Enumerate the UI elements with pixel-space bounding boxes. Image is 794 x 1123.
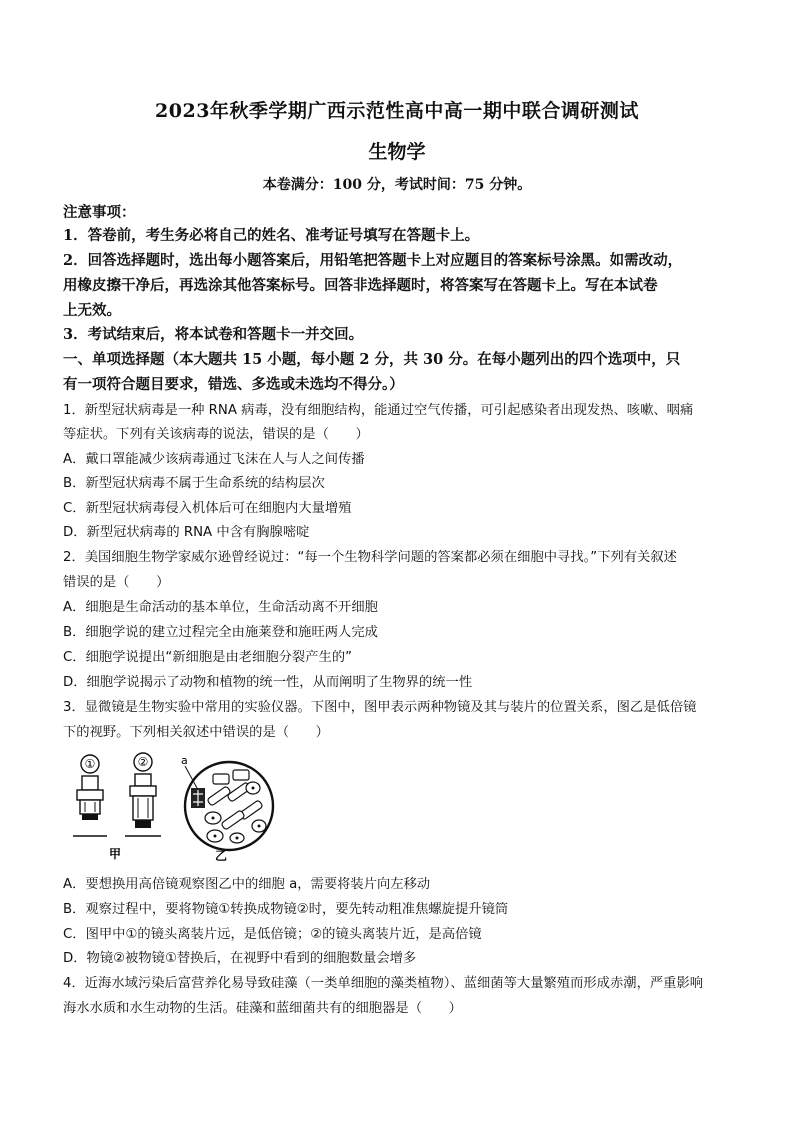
objective-lens-2 (125, 753, 161, 836)
question-4-stem: 海水水质和水生动物的生活。硅藻和蓝细菌共有的细胞器是（ ） (63, 1001, 462, 1016)
cell-a-label: a (181, 754, 188, 767)
caption-left: 甲 (108, 847, 122, 861)
notes-line: 2．回答选择题时，选出每小题答案后，用铅笔把答题卡上对应题目的答案标号涂黑。如需改动， (63, 252, 683, 269)
exam-title: 2023年秋季学期广西示范性高中高一期中联合调研测试 (155, 100, 639, 122)
subject-title: 生物学 (368, 141, 426, 163)
question-1-option-a: A．戴口罩能减少该病毒通过飞沫在人与人之间传播 (63, 452, 365, 467)
question-4-stem: 4．近海水域污染后富营养化易导致硅藻（一类单细胞的藻类植物）、蓝细菌等大量繁殖而形成赤潮，严重影响 (63, 976, 704, 991)
question-2-option-b: B．细胞学说的建立过程完全由施莱登和施旺两人完成 (63, 625, 378, 640)
question-3-option-c: C．图甲中①的镜头离装片远，是低倍镜；②的镜头离装片近，是高倍镜 (63, 927, 482, 942)
question-2-option-c: C．细胞学说提出“新细胞是由老细胞分裂产生的” (63, 650, 352, 665)
lens-1-label: ① (84, 757, 96, 771)
objective-lens-1 (73, 755, 107, 836)
question-2-option-d: D．细胞学说揭示了动物和植物的统一性，从而阐明了生物界的统一性 (63, 675, 473, 690)
question-1-option-c: C．新型冠状病毒侵入机体后可在细胞内大量增殖 (63, 501, 352, 516)
question-2-option-a: A．细胞是生命活动的基本单位，生命活动离不开细胞 (63, 600, 378, 615)
question-3-option-d: D．物镜②被物镜①替换后，在视野中看到的细胞数量会增多 (63, 951, 417, 966)
caption-right: 乙 (214, 849, 228, 862)
microscope-figure (63, 752, 278, 862)
question-1-stem: 等症状。下列有关该病毒的说法，错误的是（ ） (63, 427, 369, 442)
exam-info: 本卷满分：100 分，考试时间：75 分钟。 (262, 177, 532, 193)
question-1-stem: 1．新型冠状病毒是一种 RNA 病毒，没有细胞结构，能通过空气传播，可引起感染者出现发热、咳嗽、咽痛 (63, 403, 694, 418)
notes-line: 上无效。 (63, 302, 121, 319)
question-1-option-d: D．新型冠状病毒的 RNA 中含有胸腺嘧啶 (63, 525, 310, 540)
question-3-stem: 3．显微镜是生物实验中常用的实验仪器。下图中，图甲表示两种物镜及其与装片的位置关系，图乙是低倍镜 (63, 700, 697, 715)
notes-line: 用橡皮擦干净后，再选涂其他答案标号。回答非选择题时，将答案写在答题卡上。写在本试卷 (63, 277, 658, 294)
question-3-option-a: A．要想换用高倍镜观察图乙中的细胞 a，需要将装片向左移动 (63, 877, 431, 892)
question-2-stem: 2．美国细胞生物学家威尔逊曾经说过：“每一个生物科学问题的答案都必须在细胞中寻找。”下列有关叙述 (63, 550, 677, 565)
question-3-option-b: B．观察过程中，要将物镜①转换成物镜②时，要先转动粗准焦螺旋提升镜筒 (63, 902, 509, 917)
notes-line: 1．答卷前，考生务必将自己的姓名、准考证号填写在答题卡上。 (63, 227, 480, 244)
section-heading: 一、单项选择题（本大题共 15 小题，每小题 2 分，共 30 分。在每小题列出的四个选项中，只 (63, 351, 681, 368)
section-heading: 有一项符合题目要求，错选、多选或未选均不得分。） (63, 376, 404, 393)
microscope-field-of-view (181, 754, 273, 850)
question-1-option-b: B．新型冠状病毒不属于生命系统的结构层次 (63, 476, 325, 491)
question-3-stem: 下的视野。下列相关叙述中错误的是（ ） (63, 725, 329, 740)
notes-line: 3．考试结束后，将本试卷和答题卡一并交回。 (63, 326, 364, 343)
lens-2-label: ② (137, 755, 149, 769)
notes-heading: 注意事项： (63, 204, 136, 221)
question-2-stem: 错误的是（ ） (63, 575, 170, 590)
